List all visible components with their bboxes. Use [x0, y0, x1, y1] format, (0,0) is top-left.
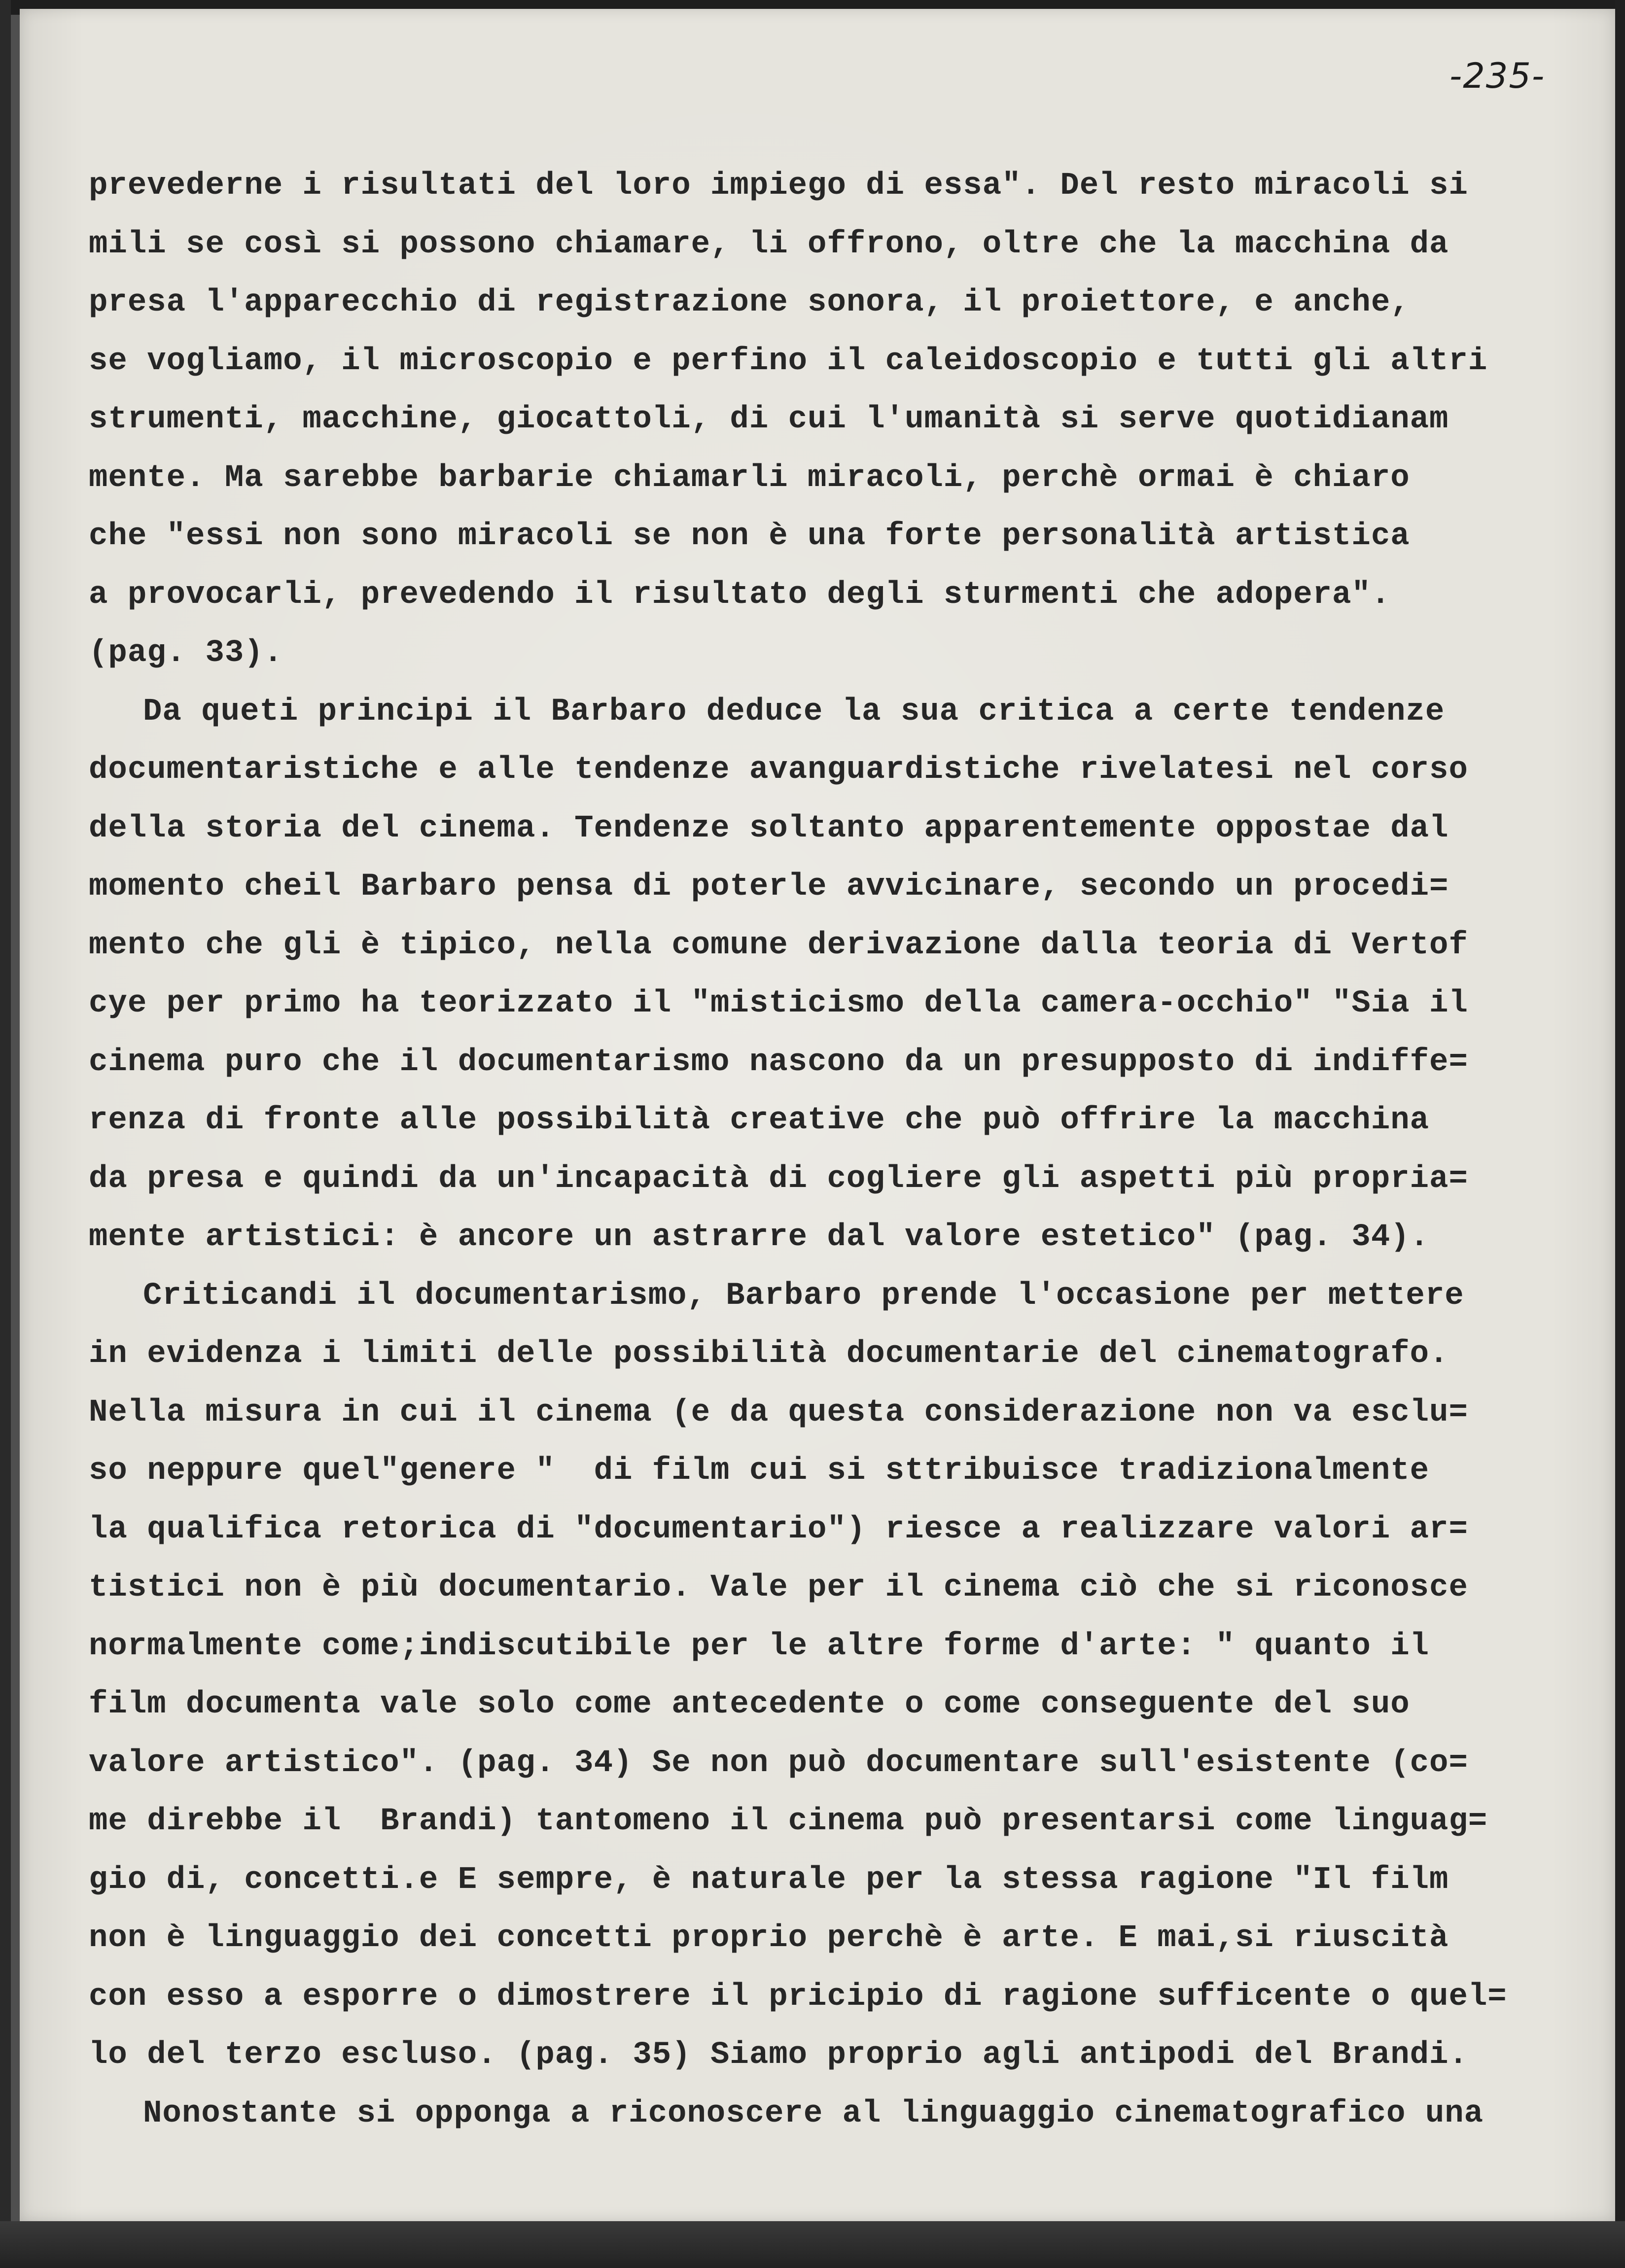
text-line: da presa e quindi da un'incapacità di cogliere gli aspetti più propria= [89, 1161, 1468, 1197]
text-line: gio di, concetti.e E sempre, è naturale per la stessa ragione "Il film [89, 1862, 1449, 1898]
text-line: mente artistici: è ancore un astrarre dal valore estetico" (pag. 34). [89, 1220, 1430, 1255]
text-line: film documenta vale solo come antecedente o come conseguente del suo [89, 1687, 1410, 1722]
body-text [89, 157, 1543, 2143]
text-line: cye per primo ha teorizzato il "misticismo della camera-occhio" "Sia il [89, 986, 1468, 1021]
text-line: Criticandi il documentarismo, Barbaro prende l'occasione per mettere [143, 1278, 1464, 1314]
text-line: non è linguaggio dei concetti proprio perchè è arte. E mai,si riuscità [89, 1920, 1449, 1956]
text-line: lo del terzo escluso. (pag. 35) Siamo proprio agli antipodi del Brandi. [89, 2037, 1468, 2073]
text-line: in evidenza i limiti delle possibilità documentarie del cinematografo. [89, 1336, 1449, 1372]
text-line: che "essi non sono miracoli se non è una forte personalità artistica [89, 519, 1410, 554]
text-line: della storia del cinema. Tendenze soltanto apparentemente oppostae dal [89, 810, 1449, 846]
text-line: momento cheil Barbaro pensa di poterle avvicinare, secondo un procedi= [89, 869, 1449, 905]
page-number: -235- [1449, 56, 1546, 96]
text-line: a provocarli, prevedendo il risultato degli sturmenti che adopera". [89, 577, 1391, 613]
text-line: normalmente come;indiscutibile per le altre forme d'arte: " quanto il [89, 1628, 1430, 1664]
text-line: documentaristiche e alle tendenze avanguardistiche rivelatesi nel corso [89, 752, 1468, 788]
text-line: la qualifica retorica di "documentario") riesce a realizzare valori ar= [89, 1511, 1468, 1547]
text-line: se vogliamo, il microscopio e perfino il caleidoscopio e tutti gli altri [89, 343, 1488, 379]
text-line: con esso a esporre o dimostrere il pricipio di ragione sufficente o quel= [89, 1979, 1507, 2015]
text-line: valore artistico". (pag. 34) Se non può documentare sull'esistente (co= [89, 1745, 1468, 1781]
scan-right-edge [1615, 0, 1625, 2268]
scan-bottom-edge [0, 2221, 1625, 2268]
text-line: mento che gli è tipico, nella comune derivazione dalla teoria di Vertof [89, 927, 1468, 963]
typewritten-page [20, 9, 1615, 2221]
text-line: presa l'apparecchio di registrazione sonora, il proiettore, e anche, [89, 285, 1410, 320]
text-line: so neppure quel"genere " di film cui si sttribuisce tradizionalmente [89, 1453, 1430, 1489]
text-line: Da queti principi il Barbaro deduce la sua critica a certe tendenze [143, 694, 1445, 730]
text-line: mili se così si possono chiamare, li offrono, oltre che la macchina da [89, 226, 1449, 262]
text-line: Nella misura in cui il cinema (e da questa considerazione non va esclu= [89, 1395, 1468, 1431]
scan-left-edge [0, 0, 11, 2268]
text-line: strumenti, macchine, giocattoli, di cui l'umanità si serve quotidianam [89, 402, 1449, 437]
text-line: me direbbe il Brandi) tantomeno il cinema può presentarsi come linguag= [89, 1804, 1488, 1839]
text-line: Nonostante si opponga a riconoscere al linguaggio cinematografico una [143, 2095, 1484, 2131]
text-line: (pag. 33). [89, 635, 283, 671]
text-line: renza di fronte alle possibilità creative che può offrire la macchina [89, 1103, 1430, 1138]
text-line: cinema puro che il documentarismo nascono da un presupposto di indiffe= [89, 1044, 1468, 1080]
text-line: prevederne i risultati del loro impiego di essa". Del resto miracoli si [89, 168, 1468, 204]
text-line: mente. Ma sarebbe barbarie chiamarli miracoli, perchè ormai è chiaro [89, 460, 1410, 496]
text-line: tistici non è più documentario. Vale per il cinema ciò che si riconosce [89, 1570, 1468, 1605]
